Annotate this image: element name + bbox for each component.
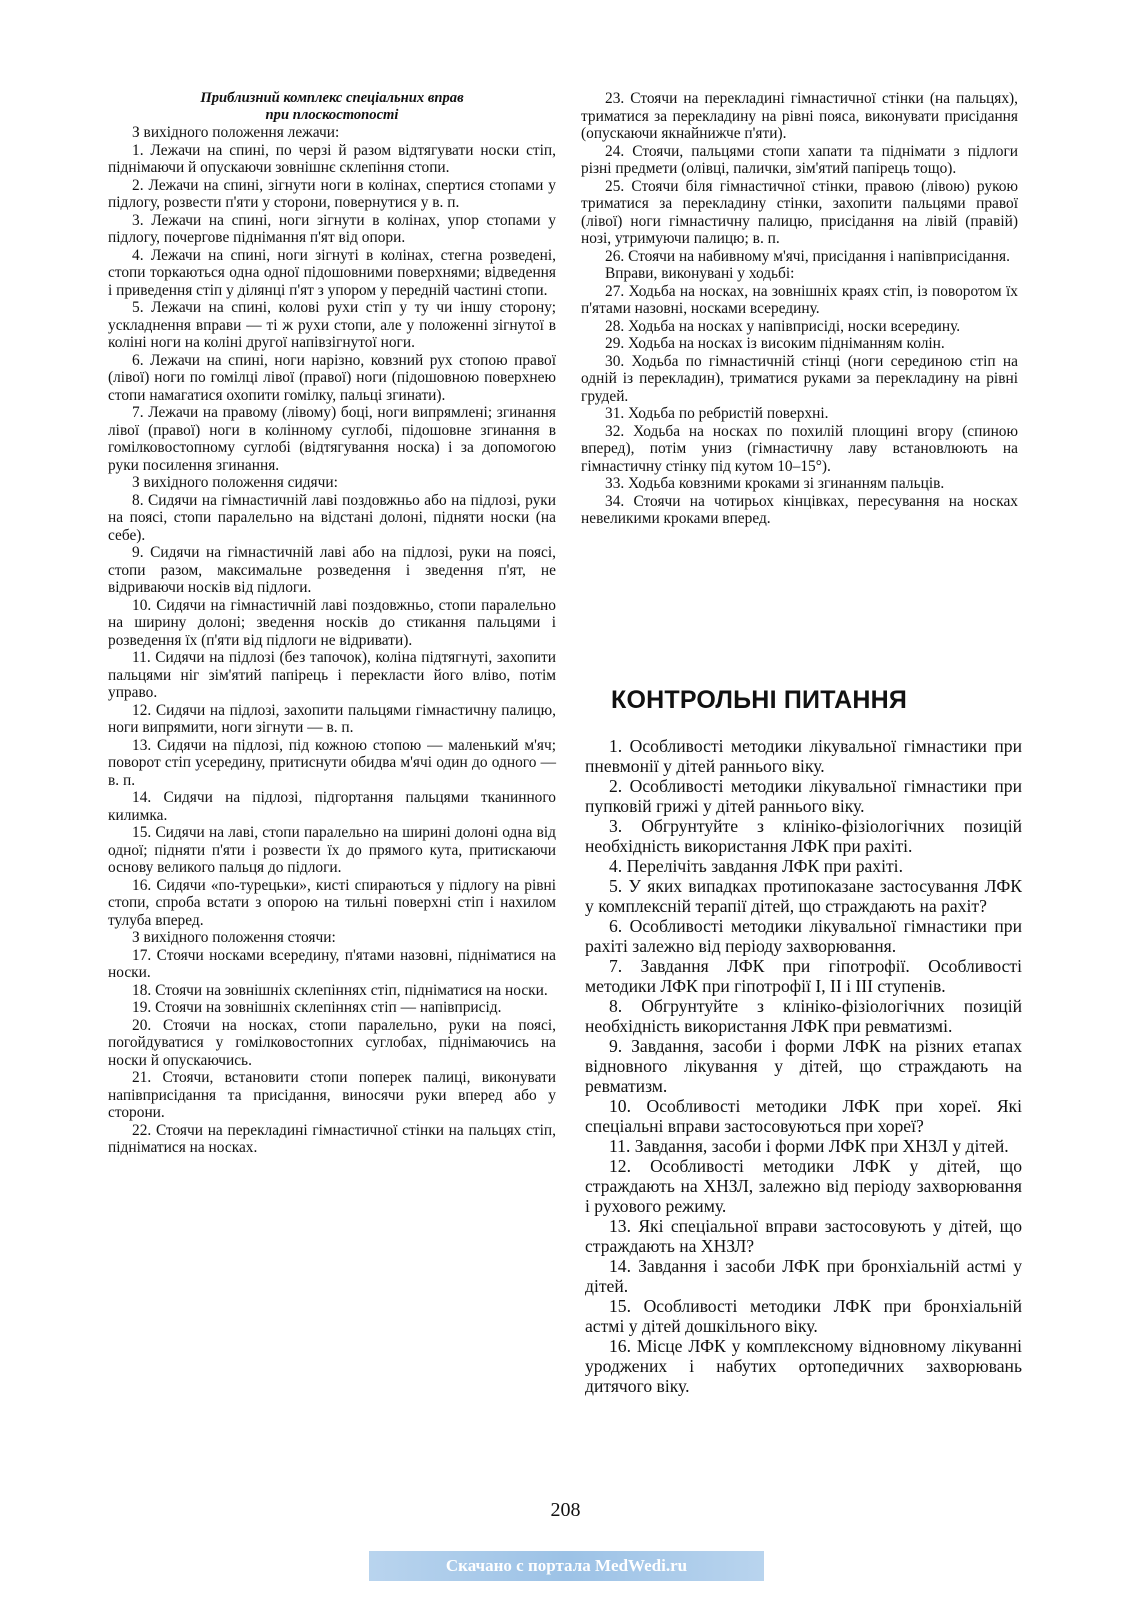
exercise-paragraph: 10. Сидячи на гімнастичній лаві поздовжньо, стопи паралельно на ширину долоні; зведення носків до стикання пальцями і розведення їх (п'яти від підлоги не відривати). <box>108 596 556 649</box>
question-item: 4. Перелічіть завдання ЛФК при рахіті. <box>609 856 903 876</box>
exercise-paragraph: 20. Стоячи на носках, стопи паралельно, руки на поясі, погойдуватися у гомілковостопних суглобах, піднімаючись на носки й опускаючись. <box>108 1016 556 1069</box>
exercise-heading-line2: при плоскостопості <box>265 107 399 123</box>
exercise-paragraph: 30. Ходьба по гімнастичній стінці (ноги серединою стіп на одній із перекладин), триматися руками за перекладину на рівні грудей. <box>581 352 1018 405</box>
question-item: 8. Обгрунтуйте з клініко-фізіологічних позицій необхідність використання ЛФК при ревматизмі. <box>585 996 1022 1036</box>
exercise-paragraph: 16. Сидячи «по-турецьки», кисті спираються у підлогу на рівні стопи, спроба встати з опорою на тильні поверхні стіп і нахилом тулуба вперед. <box>108 876 556 929</box>
exercise-paragraph: 6. Лежачи на спині, ноги нарізно, ковзний рух стопою правої (лівої) ноги по гомілці лівої (правої) ноги (підошовною поверхнею стопи намагатися охопити гомілку, пальці згинати). <box>108 351 556 404</box>
question-item: 3. Обгрунтуйте з клініко-фізіологічних позицій необхідність використання ЛФК при рахіті. <box>585 816 1022 856</box>
exercise-paragraph: 29. Ходьба на носках із високим підніманням колін. <box>605 335 945 352</box>
exercise-paragraph: 26. Стоячи на набивному м'ячі, присідання і напівприсідання. <box>605 247 1010 265</box>
exercise-paragraph: 21. Стоячи, встановити стопи поперек палиці, виконувати напівприсідання та присідання, виносячи руки вперед або у сторони. <box>108 1069 556 1121</box>
exercise-paragraph: 19. Стоячи на зовнішніх склепіннях стіп — напівприсід. <box>132 999 502 1016</box>
exercise-paragraph: 14. Сидячи на підлозі, підгортання пальцями тканинного килимка. <box>108 789 556 824</box>
source-banner[interactable] <box>369 1551 764 1581</box>
exercise-paragraph: 18. Стоячи на зовнішніх склепіннях стіп, підніматися на носки. <box>132 981 548 999</box>
exercise-paragraph: З вихідного положення лежачи: <box>132 124 340 141</box>
exercise-paragraph: 27. Ходьба на носках, на зовнішніх краях стіп, із поворотом їх п'ятами назовні, носками всередину. <box>581 282 1018 317</box>
exercise-paragraph: 2. Лежачи на спині, зігнути ноги в колінах, спертися стопами у підлогу, розвести п'яти у сторони, повернутися у в. п. <box>108 176 556 211</box>
exercise-paragraph: З вихідного положення сидячи: <box>132 474 338 491</box>
question-item: 13. Які спеціальної вправи застосовують у дітей, що страждають на ХНЗЛ? <box>585 1216 1022 1256</box>
exercise-paragraph: 3. Лежачи на спині, ноги зігнути в колінах, упор стопами у підлогу, почергове піднімання п'ят від опори. <box>108 211 556 246</box>
question-item: 7. Завдання ЛФК при гіпотрофії. Особливості методики ЛФК при гіпотрофії І, ІІ і ІІІ ступенів. <box>585 956 1022 996</box>
exercise-paragraph: 9. Сидячи на гімнастичній лаві або на підлозі, руки на поясі, стопи разом, максимальне розведення і зведення п'ят, не відриваючи носків від підлоги. <box>108 544 556 596</box>
source-banner-text: Скачано с портала MedWedi.ru <box>445 1556 688 1575</box>
right-column <box>581 90 1018 528</box>
left-paragraphs <box>108 124 556 1157</box>
question-item: 12. Особливості методики ЛФК у дітей, що страждають на ХНЗЛ, залежно від періоду захворювання і рухового режиму. <box>585 1156 1022 1216</box>
questions-title: КОНТРОЛЬНІ ПИТАННЯ <box>611 686 908 714</box>
question-item: 11. Завдання, засоби і форми ЛФК при ХНЗЛ у дітей. <box>609 1136 1009 1156</box>
question-item: 16. Місце ЛФК у комплексному відновному лікуванні уроджених і набутих ортопедичних захворювань дитячого віку. <box>585 1336 1022 1396</box>
exercise-paragraph: З вихідного положення стоячи: <box>132 929 336 946</box>
exercise-paragraph: 34. Стоячи на чотирьох кінцівках, пересування на носках невеликими кроками вперед. <box>581 492 1018 527</box>
exercise-paragraph: 23. Стоячи на перекладині гімнастичної стінки (на пальцях), триматися за перекладину на рівні пояса, виконувати присідання (опускаючи якнайнижче п'яти). <box>581 90 1018 142</box>
exercise-paragraph: Вправи, виконувані у ходьбі: <box>605 265 795 282</box>
question-item: 2. Особливості методики лікувальної гімнастики при пупковій грижі у дітей раннього віку. <box>585 776 1022 816</box>
question-item: 6. Особливості методики лікувальної гімнастики при рахіті залежно від періоду захворювання. <box>585 916 1022 956</box>
exercise-paragraph: 22. Стоячи на перекладині гімнастичної стінки на пальцях стіп, підніматися на носках. <box>108 1121 556 1156</box>
exercise-heading-line1: Приблизний комплекс спеціальних вправ <box>200 90 464 106</box>
exercise-paragraph: 5. Лежачи на спині, колові рухи стіп у ту чи іншу сторону; ускладнення вправи — ті ж рухи стопи, але у положенні зігнутої в коліні ноги на коліні другої напівзігнутої ноги. <box>108 299 556 351</box>
right-paragraphs <box>581 90 1018 528</box>
question-item: 14. Завдання і засоби ЛФК при бронхіальній астмі у дітей. <box>585 1256 1022 1296</box>
question-item: 5. У яких випадках протипоказане застосування ЛФК у комплексній терапії дітей, що страждають на рахіт? <box>585 876 1022 916</box>
exercise-paragraph: 12. Сидячи на підлозі, захопити пальцями гімнастичну палицю, ноги випрямити, ноги зігнути — в. п. <box>108 701 556 736</box>
left-column <box>108 90 556 1157</box>
exercise-paragraph: 1. Лежачи на спині, по черзі й разом відтягувати носки стіп, піднімаючи й опускаючи зовнішнє склепіння стопи. <box>108 141 556 176</box>
question-item: 9. Завдання, засоби і форми ЛФК на різних етапах відновного лікування у дітей, що страждають на ревматизм. <box>585 1036 1022 1096</box>
exercise-paragraph: 13. Сидячи на підлозі, під кожною стопою — маленький м'яч; поворот стіп усередину, притиснути обидва м'ячі один до одного — в. п. <box>108 736 556 789</box>
exercise-paragraph: 11. Сидячи на підлозі (без тапочок), коліна підтягнуті, захопити пальцями ніг зім'ятий папірець і перекласти його вліво, потім управо. <box>108 649 556 701</box>
exercise-paragraph: 8. Сидячи на гімнастичній лаві поздовжньо або на підлозі, руки на поясі, стопи паралельно на відстані долоні, підняти носки (на себе). <box>108 491 556 544</box>
exercise-paragraph: 15. Сидячи на лаві, стопи паралельно на ширині долоні одна від одної; підняти п'яти і розвести їх до прямого кута, притискаючи основу великого пальця до підлоги. <box>108 824 556 876</box>
question-item: 10. Особливості методики ЛФК при хореї. Які спеціальні вправи застосовуються при хореї? <box>585 1096 1022 1136</box>
exercise-paragraph: 33. Ходьба ковзними кроками зі згинанням пальців. <box>605 475 945 492</box>
page-number: 208 <box>550 1499 581 1521</box>
exercise-paragraph: 4. Лежачи на спині, ноги зігнуті в колінах, стегна розведені, стопи торкаються одна одної підошовними поверхнями; відведення і приведення стіп у ділянці п'ят з упором у передній частині стопи. <box>108 246 556 299</box>
exercise-paragraph: 17. Стоячи носками всередину, п'ятами назовні, підніматися на носки. <box>108 946 556 981</box>
exercise-paragraph: 31. Ходьба по ребристій поверхні. <box>605 405 829 422</box>
exercise-paragraph: 32. Ходьба на носках по похилій площині вгору (спиною вперед), потім униз (гімнастичну лаву встановлюють на гімнастичну стінку під кутом 10–15°). <box>581 422 1018 475</box>
exercise-paragraph: 25. Стоячи біля гімнастичної стінки, правою (лівою) рукою триматися за перекладину стінки, захопити пальцями правої (лівої) ноги гімнастичну палицю, присідання на лівій (правій) нозі, утримуючи палицю; в. п. <box>581 177 1018 247</box>
exercise-paragraph: 24. Стоячи, пальцями стопи хапати та піднімати з підлоги різні предмети (олівці, палички, зім'ятий папірець тощо). <box>581 142 1018 177</box>
question-item: 15. Особливості методики ЛФК при бронхіальній астмі у дітей дошкільного віку. <box>585 1296 1022 1336</box>
exercise-paragraph: 7. Лежачи на правому (лівому) боці, ноги випрямлені; згинання лівої (правої) ноги в колінному суглобі, підошовне згинання в гомілковостопному суглобі (відтягування носка) і за допомогою руки посилення згинання. <box>108 404 556 474</box>
question-item: 1. Особливості методики лікувальної гімнастики при пневмонії у дітей раннього віку. <box>585 736 1022 776</box>
questions-list <box>585 736 1022 1396</box>
exercise-paragraph: 28. Ходьба на носках у напівприсіді, носки всередину. <box>605 317 961 335</box>
